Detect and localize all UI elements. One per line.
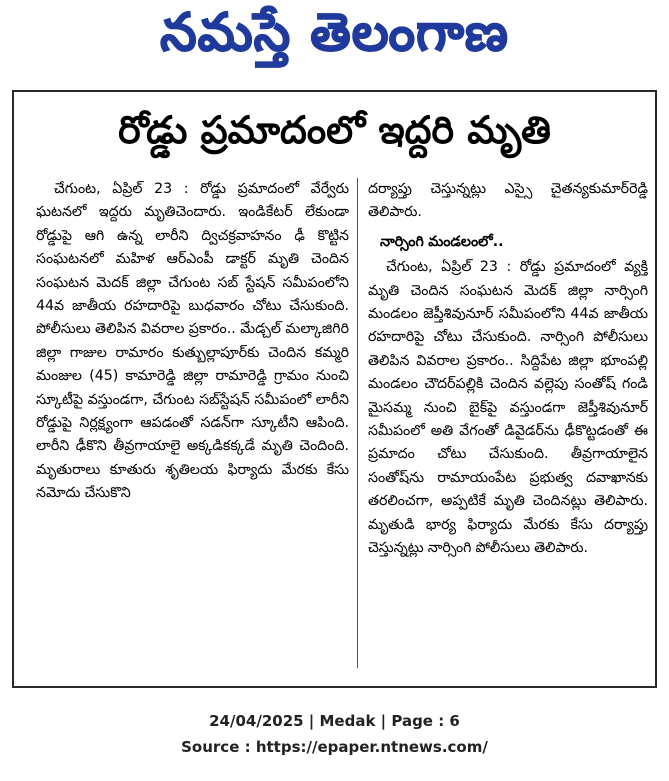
footer-dateline: 24/04/2025 | Medak | Page : 6 [209,712,460,730]
column-divider [357,178,358,668]
news-article [12,90,657,688]
masthead [0,0,669,78]
article-headline: రోడ్డు ప్రమాదంలో ఇద్దరి మృతి [118,108,551,152]
newspaper-logo: నమస్తే తెలంగాణ [160,2,509,63]
right-column-continuation: దర్యాప్తు చెస్తున్నట్లు ఎస్సై చైతన్యకుమార్‌రెడ్డి తెలిపారు. [368,181,648,221]
footer-source: Source : https://epaper.ntnews.com/ [181,738,488,756]
right-column-text: చేగుంట, ఏప్రిల్ 23 : రోడ్డు ప్రమాదంలో వ్యక్తి మృతి చెందిన సంఘటన మెదక్ జిల్లా నార్సింగి మండలం జెప్తీశివునూర్ సమీపంలోని 44వ జాతీయ రహదారిపై చోటు చేసుకుంది. నార్సింగి పోలీసులు తెలిపిన వివరాల ప్రకారం.. సిద్దిపేట జిల్లా భూంపల్లి మండలం చౌదర్‌పల్లికి చెందిన వల్లెపు సంతోష్ గండి మైసమ్మ నుంచి బైక్‌పై వస్తుండగా జెప్తీశివునూర్ సమీపంలో అతి వేగంతో డివైడర్‌ను ఢీకొట్టడంతో ఈ ప్రమాదం చోటు చేసుకుంది. తీవ్రగాయాలైన సంతోష్‌ను రామాయంపేట ప్రభుత్వ దవాఖానకు తరలించగా, అప్పటికే మృతి చెందినట్లు తెలిపారు. మృతుడి భార్య ఫిర్యాదు మేరకు కేసు దర్యాప్తు చెస్తున్నట్లు నార్సింగి పోలీసులు తెలిపారు. [368,259,648,557]
article-subheading: నార్సింగి మండలంలో.. [380,233,504,250]
article-left-column [36,178,349,506]
left-column-text: చేగుంట, ఏప్రిల్ 23 : రోడ్డు ప్రమాదంలో వేర్వేరు ఘటనలో ఇద్దరు మృతిచెందారు. ఇండికేటర్ లేకుండా రోడ్డుపై ఆగి ఉన్న లారీని ద్విచక్రవాహనం ఢీ కొట్టిన సంఘటనలో మహిళ ఆర్ఎంపీ డాక్టర్ మృతి చెందిన సంఘటన మెదక్ జిల్లా చేగుంట సబ్ స్టేషన్ సమీపంలోని 44వ జాతీయ రహదారిపై బుధవారం చోటు చేసుకుంది. పోలీసులు తెలిపిన వివరాల ప్రకారం.. మేడ్చల్ మల్కాజిగిరి జిల్లా గాజుల రామారం కుత్బుల్లాపూర్‌కు చెందిన కమ్మరి మంజుల (45) కామారెడ్డి జిల్లా రామారెడ్డి గ్రామం నుంచి స్కూటీపై వస్తుండగా, చేగుంట సబ్‌స్టేషన్ సమీపంలో లారీని రోడ్డుపై నిర్లక్ష్యంగా ఆపడంతో సడన్‌గా స్కూటీని ఆపింది. లారీని ఢీకొని తీవ్రగాయాలై అక్కడికక్కడే మృతి చెందింది. మృతురాలు కూతురు శృతిలయ ఫిర్యాదు మేరకు కేసు నమోదు చేసుకొని [36,181,349,502]
article-right-column [368,178,648,561]
